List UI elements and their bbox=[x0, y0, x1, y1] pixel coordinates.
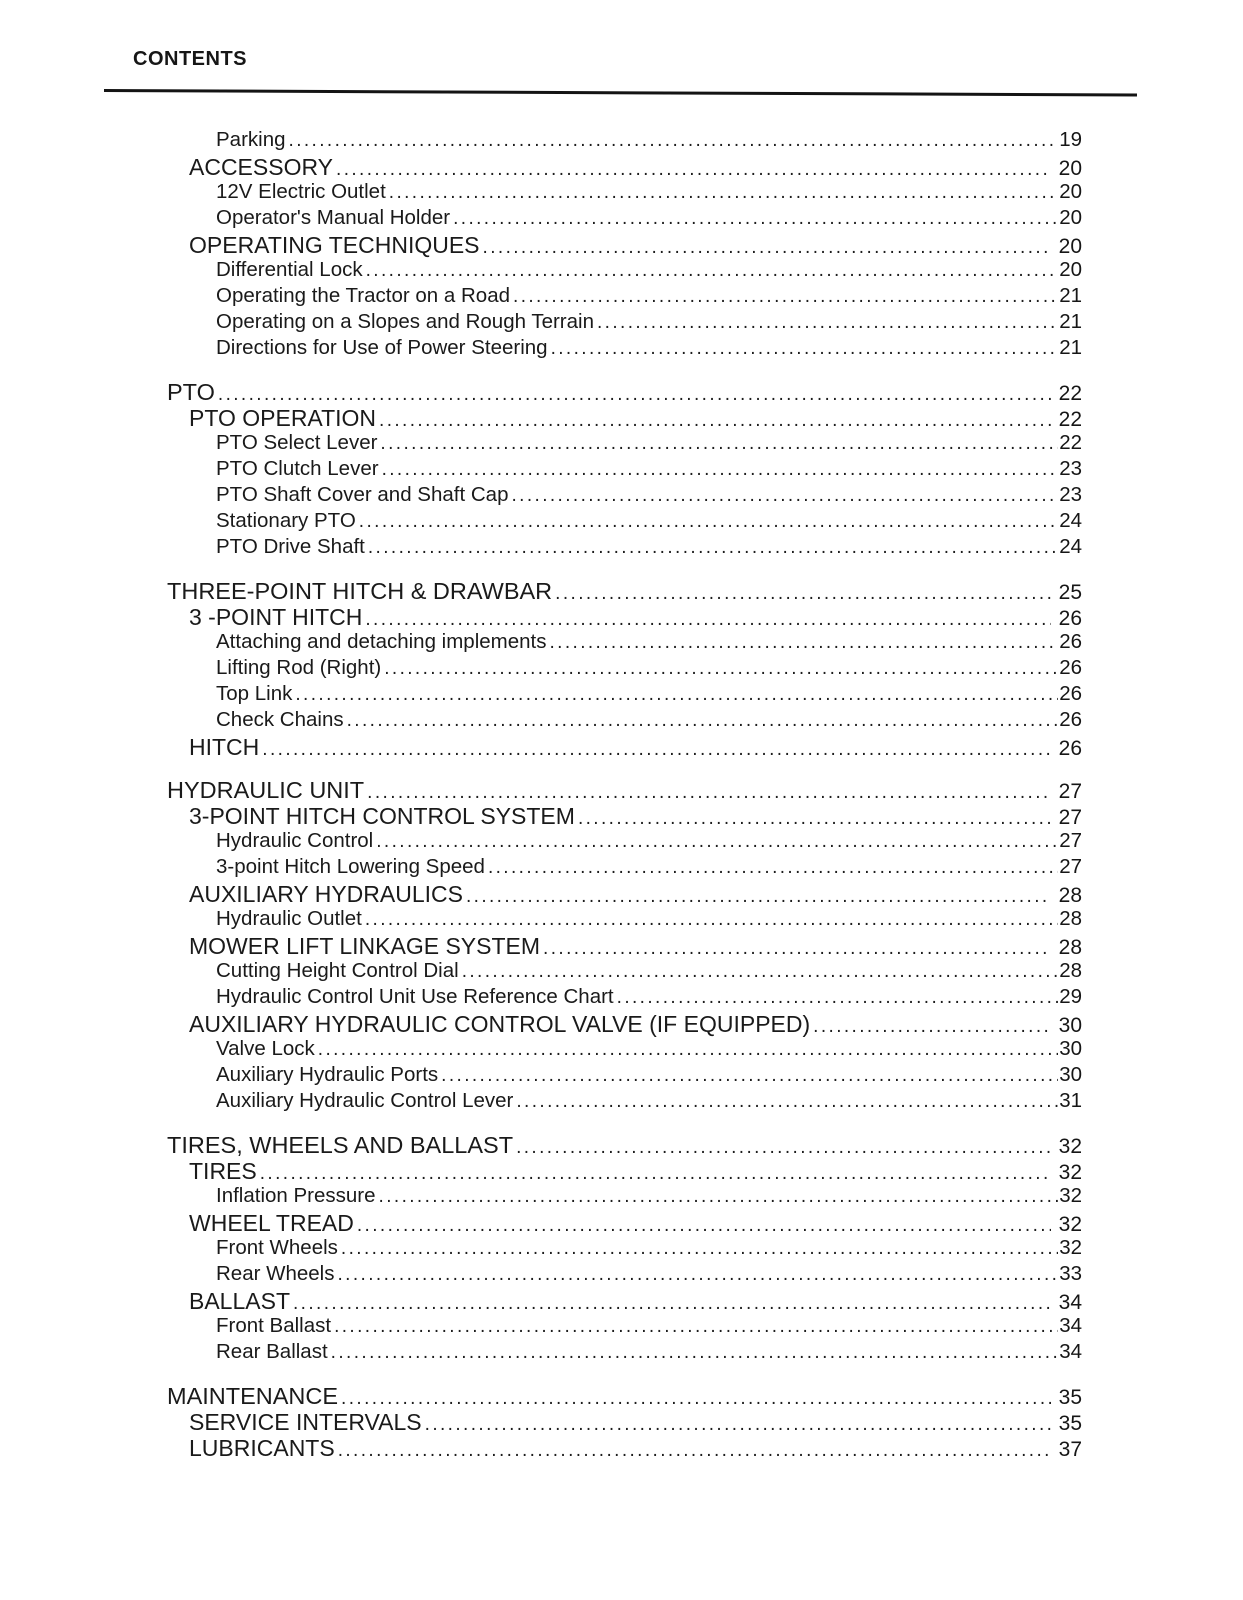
toc-entry bbox=[167, 959, 1082, 985]
toc-entry-title: WHEEL TREAD bbox=[189, 1210, 354, 1236]
toc-entry bbox=[167, 1262, 1082, 1288]
toc-entry bbox=[167, 206, 1082, 232]
dot-leader bbox=[293, 1293, 1051, 1314]
toc-entry bbox=[167, 379, 1082, 405]
dot-leader bbox=[341, 1238, 1058, 1260]
dot-leader bbox=[488, 857, 1058, 879]
toc-entry-page: 20 bbox=[1058, 235, 1082, 258]
toc bbox=[167, 128, 1082, 1461]
toc-entry-title: Rear Ballast bbox=[216, 1340, 328, 1363]
toc-entry-title: HYDRAULIC UNIT bbox=[167, 777, 365, 803]
toc-group bbox=[167, 128, 1082, 362]
dot-leader bbox=[549, 632, 1058, 654]
dot-leader bbox=[389, 182, 1058, 204]
toc-entry-page: 28 bbox=[1059, 907, 1082, 930]
toc-entry bbox=[167, 604, 1082, 630]
toc-group bbox=[167, 1383, 1082, 1461]
toc-entry-page: 22 bbox=[1059, 431, 1082, 454]
toc-entry bbox=[167, 1089, 1082, 1115]
toc-entry-title: 3-point Hitch Lowering Speed bbox=[216, 855, 485, 878]
toc-entry-title: PTO Clutch Lever bbox=[216, 457, 379, 480]
toc-entry-title: Parking bbox=[216, 128, 286, 151]
toc-entry-page: 24 bbox=[1059, 509, 1082, 532]
toc-entry-title: Auxiliary Hydraulic Ports bbox=[216, 1063, 439, 1086]
dot-leader bbox=[260, 1163, 1051, 1184]
toc-entry-title: OPERATING TECHNIQUES bbox=[189, 232, 480, 258]
toc-entry-title: Front Wheels bbox=[216, 1236, 338, 1259]
toc-entry-page: 33 bbox=[1059, 1262, 1082, 1285]
dot-leader bbox=[218, 384, 1051, 405]
toc-entry bbox=[167, 1184, 1082, 1210]
toc-entry-title: Hydraulic Control bbox=[216, 829, 374, 852]
dot-leader bbox=[376, 831, 1058, 853]
toc-entry-title: Auxiliary Hydraulic Control Lever bbox=[216, 1089, 514, 1112]
dot-leader bbox=[462, 961, 1058, 983]
toc-entry bbox=[167, 535, 1082, 561]
toc-entry-title: Cutting Height Control Dial bbox=[216, 959, 459, 982]
dot-leader bbox=[295, 684, 1058, 706]
dot-leader bbox=[379, 410, 1051, 431]
toc-entry-page: 26 bbox=[1059, 682, 1082, 705]
toc-entry bbox=[167, 310, 1082, 336]
toc-entry-page: 21 bbox=[1059, 284, 1082, 307]
dot-leader bbox=[813, 1016, 1050, 1037]
toc-entry-title: THREE-POINT HITCH & DRAWBAR bbox=[167, 578, 553, 604]
toc-entry-page: 34 bbox=[1059, 1314, 1082, 1337]
toc-entry-page: 27 bbox=[1058, 806, 1082, 829]
toc-entry bbox=[167, 1063, 1082, 1089]
toc-entry-page: 30 bbox=[1059, 1063, 1082, 1086]
toc-entry-page: 32 bbox=[1058, 1135, 1082, 1158]
toc-entry bbox=[167, 1383, 1082, 1409]
toc-entry bbox=[167, 284, 1082, 310]
toc-entry-page: 22 bbox=[1058, 408, 1082, 431]
toc-entry bbox=[167, 1011, 1082, 1037]
dot-leader bbox=[347, 710, 1059, 732]
toc-entry-page: 26 bbox=[1059, 656, 1082, 679]
toc-entry-title: Check Chains bbox=[216, 708, 344, 731]
toc-entry-title: SERVICE INTERVALS bbox=[189, 1409, 422, 1435]
toc-entry-page: 25 bbox=[1058, 581, 1082, 604]
toc-entry-page: 23 bbox=[1059, 457, 1082, 480]
toc-entry-page: 32 bbox=[1059, 1236, 1082, 1259]
toc-entry bbox=[167, 682, 1082, 708]
toc-group bbox=[167, 379, 1082, 561]
toc-entry bbox=[167, 734, 1082, 760]
toc-entry bbox=[167, 1158, 1082, 1184]
toc-entry bbox=[167, 1132, 1082, 1158]
toc-entry bbox=[167, 985, 1082, 1011]
dot-leader bbox=[543, 938, 1051, 959]
toc-entry-page: 31 bbox=[1059, 1089, 1082, 1112]
toc-entry bbox=[167, 232, 1082, 258]
toc-entry-page: 35 bbox=[1058, 1386, 1082, 1409]
toc-entry-title: ACCESSORY bbox=[189, 154, 334, 180]
toc-entry bbox=[167, 881, 1082, 907]
toc-entry bbox=[167, 656, 1082, 682]
dot-leader bbox=[384, 658, 1058, 680]
dot-leader bbox=[379, 1186, 1059, 1208]
toc-entry-page: 37 bbox=[1058, 1438, 1082, 1461]
toc-entry bbox=[167, 1340, 1082, 1366]
dot-leader bbox=[359, 511, 1058, 533]
toc-entry-title: Hydraulic Outlet bbox=[216, 907, 362, 930]
toc-entry-title: 12V Electric Outlet bbox=[216, 180, 386, 203]
toc-entry-page: 26 bbox=[1058, 607, 1082, 630]
toc-entry-title: 3-POINT HITCH CONTROL SYSTEM bbox=[189, 803, 575, 829]
toc-entry bbox=[167, 483, 1082, 509]
toc-entry bbox=[167, 630, 1082, 656]
dot-leader bbox=[513, 286, 1058, 308]
toc-entry-title: PTO Shaft Cover and Shaft Cap bbox=[216, 483, 509, 506]
toc-entry bbox=[167, 1037, 1082, 1063]
toc-entry-title: Lifting Rod (Right) bbox=[216, 656, 382, 679]
toc-entry-title: MAINTENANCE bbox=[167, 1383, 339, 1409]
toc-entry-title: Inflation Pressure bbox=[216, 1184, 376, 1207]
toc-entry-page: 29 bbox=[1059, 985, 1082, 1008]
dot-leader bbox=[453, 208, 1058, 230]
toc-entry bbox=[167, 1288, 1082, 1314]
toc-entry-title: MOWER LIFT LINKAGE SYSTEM bbox=[189, 933, 541, 959]
dot-leader bbox=[366, 260, 1059, 282]
toc-entry-page: 32 bbox=[1058, 1213, 1082, 1236]
dot-leader bbox=[551, 338, 1059, 360]
dot-leader bbox=[368, 537, 1058, 559]
dot-leader bbox=[617, 987, 1059, 1009]
toc-entry-title: Stationary PTO bbox=[216, 509, 356, 532]
toc-entry-title: Valve Lock bbox=[216, 1037, 315, 1060]
toc-entry bbox=[167, 509, 1082, 535]
toc-group bbox=[167, 578, 1082, 760]
toc-group bbox=[167, 1132, 1082, 1366]
toc-entry-page: 20 bbox=[1058, 157, 1082, 180]
dot-leader bbox=[466, 886, 1051, 907]
toc-entry bbox=[167, 777, 1082, 803]
toc-entry bbox=[167, 803, 1082, 829]
toc-entry bbox=[167, 708, 1082, 734]
toc-entry bbox=[167, 907, 1082, 933]
toc-entry bbox=[167, 1409, 1082, 1435]
toc-entry bbox=[167, 154, 1082, 180]
toc-entry-title: HITCH bbox=[189, 734, 260, 760]
toc-entry bbox=[167, 855, 1082, 881]
toc-entry bbox=[167, 431, 1082, 457]
dot-leader bbox=[555, 583, 1050, 604]
toc-entry-title: AUXILIARY HYDRAULICS bbox=[189, 881, 463, 907]
toc-entry-page: 19 bbox=[1059, 128, 1082, 151]
toc-entry bbox=[167, 180, 1082, 206]
toc-entry-page: 24 bbox=[1059, 535, 1082, 558]
dot-leader bbox=[289, 130, 1059, 152]
toc-entry-title: PTO Drive Shaft bbox=[216, 535, 365, 558]
toc-entry-page: 23 bbox=[1059, 483, 1082, 506]
dot-leader bbox=[511, 485, 1058, 507]
toc-entry bbox=[167, 336, 1082, 362]
toc-entry-page: 22 bbox=[1058, 382, 1082, 405]
toc-entry-title: TIRES bbox=[189, 1158, 257, 1184]
dot-leader bbox=[341, 1388, 1051, 1409]
toc-entry-page: 28 bbox=[1058, 936, 1082, 959]
toc-entry-title: Operator's Manual Holder bbox=[216, 206, 451, 229]
dot-leader bbox=[331, 1342, 1059, 1364]
dot-leader bbox=[597, 312, 1058, 334]
toc-entry bbox=[167, 128, 1082, 154]
toc-entry-title: LUBRICANTS bbox=[189, 1435, 335, 1461]
toc-entry-page: 28 bbox=[1059, 959, 1082, 982]
toc-entry-page: 30 bbox=[1058, 1014, 1082, 1037]
toc-entry-title: Rear Wheels bbox=[216, 1262, 335, 1285]
dot-leader bbox=[516, 1137, 1051, 1158]
dot-leader bbox=[441, 1065, 1058, 1087]
dot-leader bbox=[367, 782, 1050, 803]
toc-entry-page: 21 bbox=[1059, 310, 1082, 333]
toc-entry-title: PTO OPERATION bbox=[189, 405, 377, 431]
dot-leader bbox=[338, 1440, 1051, 1461]
dot-leader bbox=[334, 1316, 1058, 1338]
toc-entry-title: PTO Select Lever bbox=[216, 431, 378, 454]
toc-entry bbox=[167, 405, 1082, 431]
toc-entry-title: AUXILIARY HYDRAULIC CONTROL VALVE (IF EQUIPPED) bbox=[189, 1011, 811, 1037]
dot-leader bbox=[365, 909, 1058, 931]
toc-entry-title: Hydraulic Control Unit Use Reference Chart bbox=[216, 985, 614, 1008]
toc-entry-page: 20 bbox=[1059, 180, 1082, 203]
toc-entry-page: 32 bbox=[1059, 1184, 1082, 1207]
toc-entry-title: Operating the Tractor on a Road bbox=[216, 284, 511, 307]
dot-leader bbox=[578, 808, 1051, 829]
toc-entry-title: Front Ballast bbox=[216, 1314, 332, 1337]
toc-entry-page: 26 bbox=[1059, 708, 1082, 731]
toc-entry-page: 28 bbox=[1058, 884, 1082, 907]
header-divider bbox=[104, 89, 1137, 97]
dot-leader bbox=[380, 433, 1058, 455]
dot-leader bbox=[483, 237, 1051, 258]
toc-entry bbox=[167, 1210, 1082, 1236]
toc-entry bbox=[167, 1435, 1082, 1461]
toc-entry-page: 35 bbox=[1058, 1412, 1082, 1435]
toc-entry-page: 20 bbox=[1059, 206, 1082, 229]
toc-entry-title: Directions for Use of Power Steering bbox=[216, 336, 548, 359]
dot-leader bbox=[365, 609, 1050, 630]
dot-leader bbox=[357, 1215, 1051, 1236]
page-title: CONTENTS bbox=[133, 48, 247, 70]
toc-entry bbox=[167, 829, 1082, 855]
toc-entry-title: BALLAST bbox=[189, 1288, 290, 1314]
toc-entry bbox=[167, 457, 1082, 483]
toc-entry-page: 27 bbox=[1059, 855, 1082, 878]
toc-entry-title: PTO bbox=[167, 379, 215, 405]
toc-entry bbox=[167, 1236, 1082, 1262]
dot-leader bbox=[382, 459, 1059, 481]
toc-entry-title: TIRES, WHEELS AND BALLAST bbox=[167, 1132, 514, 1158]
toc-entry-page: 26 bbox=[1058, 737, 1082, 760]
toc-entry-title: 3 -POINT HITCH bbox=[189, 604, 363, 630]
toc-entry-page: 20 bbox=[1059, 258, 1082, 281]
toc-entry-title: Top Link bbox=[216, 682, 293, 705]
toc-entry-page: 34 bbox=[1059, 1340, 1082, 1363]
toc-entry bbox=[167, 1314, 1082, 1340]
dot-leader bbox=[262, 739, 1050, 760]
dot-leader bbox=[336, 159, 1051, 180]
toc-entry bbox=[167, 933, 1082, 959]
dot-leader bbox=[338, 1264, 1059, 1286]
toc-entry bbox=[167, 258, 1082, 284]
toc-entry-title: Operating on a Slopes and Rough Terrain bbox=[216, 310, 594, 333]
toc-entry-page: 21 bbox=[1059, 336, 1082, 359]
dot-leader bbox=[516, 1091, 1058, 1113]
dot-leader bbox=[318, 1039, 1058, 1061]
toc-entry-page: 27 bbox=[1059, 829, 1082, 852]
toc-entry-page: 26 bbox=[1059, 630, 1082, 653]
dot-leader bbox=[425, 1414, 1051, 1435]
toc-group bbox=[167, 777, 1082, 1115]
toc-entry-title: Differential Lock bbox=[216, 258, 363, 281]
toc-entry-title: Attaching and detaching implements bbox=[216, 630, 547, 653]
toc-entry bbox=[167, 578, 1082, 604]
toc-entry-page: 34 bbox=[1058, 1291, 1082, 1314]
toc-entry-page: 30 bbox=[1059, 1037, 1082, 1060]
toc-entry-page: 27 bbox=[1058, 780, 1082, 803]
toc-entry-page: 32 bbox=[1058, 1161, 1082, 1184]
